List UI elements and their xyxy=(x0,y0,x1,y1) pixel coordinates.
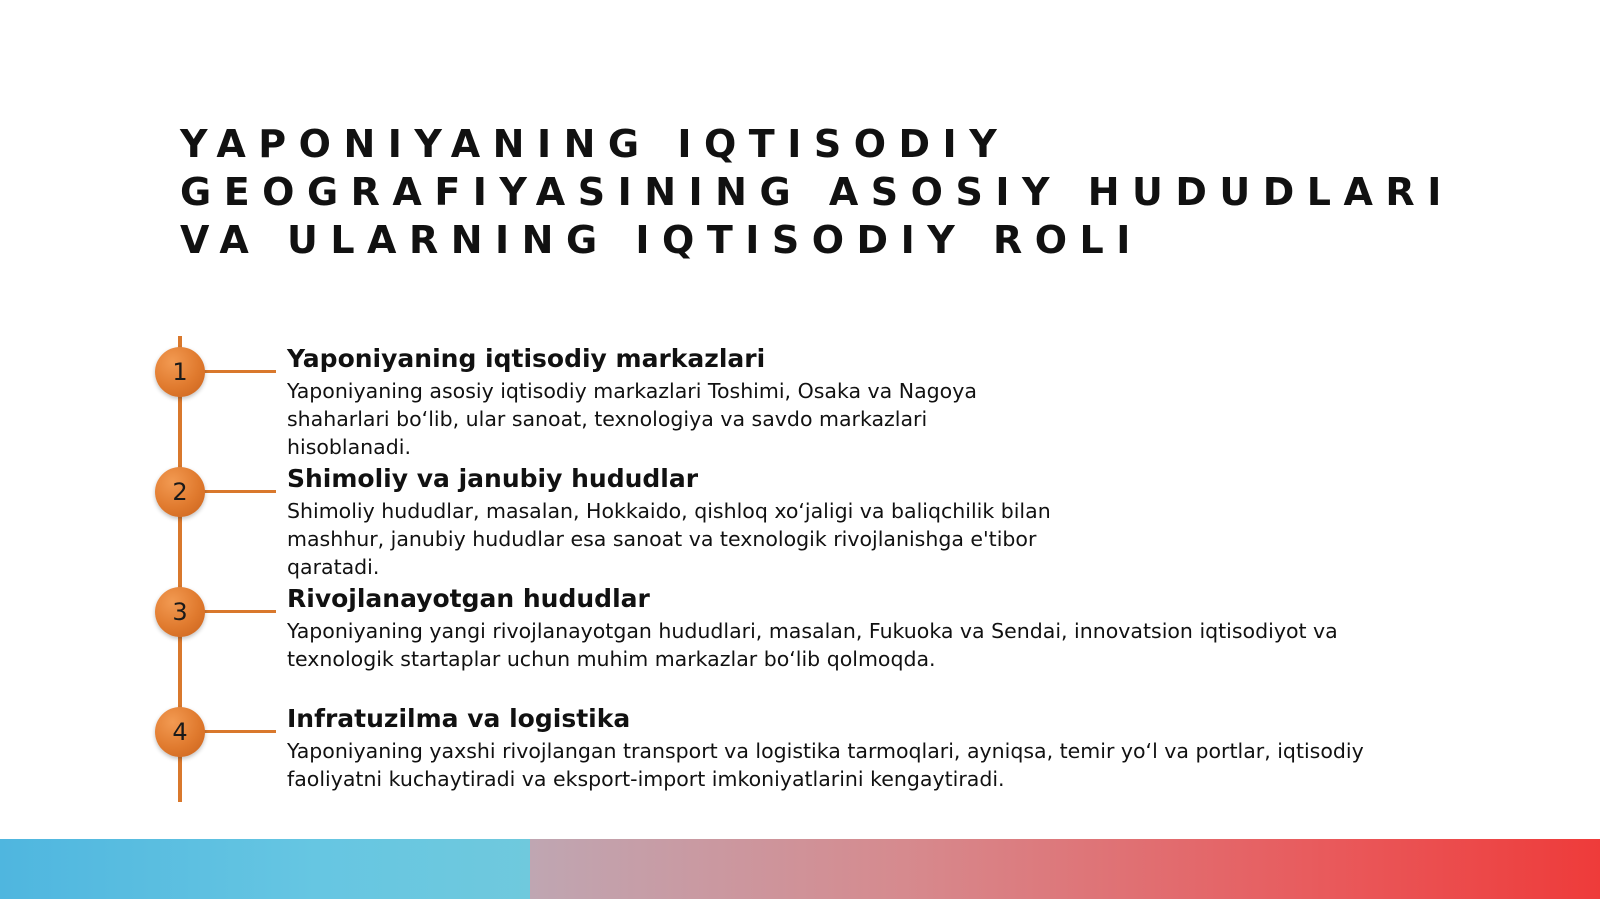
timeline-node-1: 1 xyxy=(155,347,205,397)
bottom-decorative-bar xyxy=(0,839,1600,899)
timeline-item-2 xyxy=(287,463,1107,581)
item-description: Shimoliy hududlar, masalan, Hokkaido, qishloq xo‘jaligi va baliqchilik bilan mashhur, janubiy hududlar esa sanoat va texnologik rivojlanishga e'tibor qaratadi. xyxy=(287,499,1051,579)
item-title: Yaponiyaning iqtisodiy markazlari xyxy=(287,344,766,373)
item-description: Yaponiyaning yaxshi rivojlangan transport va logistika tarmoqlari, ayniqsa, temir yo‘l va portlar, iqtisodiy faoliyatni kuchaytiradi va eksport-import imkoniyatlarini kengaytiradi. xyxy=(287,739,1364,791)
timeline-connector xyxy=(198,490,276,493)
timeline-node-2: 2 xyxy=(155,467,205,517)
item-title: Shimoliy va janubiy hududlar xyxy=(287,464,699,493)
slide-title: YAPONIYANING IQTISODIY GEOGRAFIYASINING ASOSIY HUDUDLARI VA ULARNING IQTISODIY ROLI xyxy=(180,122,1454,262)
timeline-node-4: 4 xyxy=(155,707,205,757)
item-description: Yaponiyaning asosiy iqtisodiy markazlari Toshimi, Osaka va Nagoya shaharlari bo‘lib, ular sanoat, texnologiya va savdo markazlari hisoblanadi. xyxy=(287,379,977,459)
bottom-bar-red-segment xyxy=(530,839,1600,899)
timeline-connector xyxy=(198,730,276,733)
timeline-item-1 xyxy=(287,343,1047,461)
bottom-bar-blue-segment xyxy=(0,839,530,899)
item-description: Yaponiyaning yangi rivojlanayotgan hududlari, masalan, Fukuoka va Sendai, innovatsion iqtisodiyot va texnologik startaplar uchun muhim markazlar bo‘lib qolmoqda. xyxy=(287,619,1338,671)
timeline-connector xyxy=(198,610,276,613)
timeline-node-3: 3 xyxy=(155,587,205,637)
timeline-item-3 xyxy=(287,583,1437,673)
item-title: Infratuzilma va logistika xyxy=(287,704,631,733)
item-title: Rivojlanayotgan hududlar xyxy=(287,584,650,613)
timeline-connector xyxy=(198,370,276,373)
timeline-item-4 xyxy=(287,703,1457,793)
